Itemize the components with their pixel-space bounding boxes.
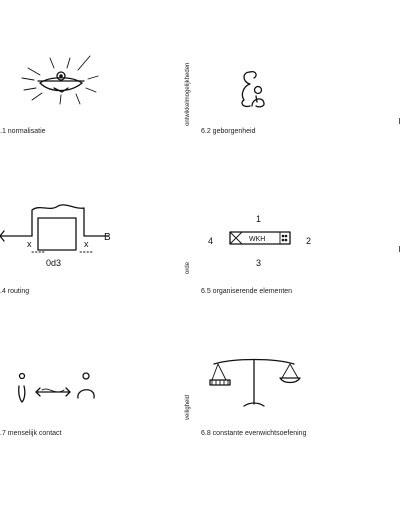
evenwichtsoefening-sketch xyxy=(204,352,304,412)
org-bottom: 3 xyxy=(256,258,262,268)
side-label-ontwikkelmogelijkheden: ontwikkelmogelijkheden xyxy=(185,62,191,126)
routing-sketch xyxy=(0,196,120,268)
org-right: 2 xyxy=(306,236,312,246)
routing-end: B xyxy=(104,232,111,243)
org-top: 1 xyxy=(256,214,262,224)
geborgenheid-sketch xyxy=(230,66,280,116)
org-left: 4 xyxy=(208,236,214,246)
routing-below: 0d3 xyxy=(46,258,62,268)
caption-menselijk-contact: .7 menselijk contact xyxy=(0,430,62,437)
caption-organiserende-elementen: 6.5 organiserende elementen xyxy=(201,288,293,295)
caption-normalisatie: .1 normalisatie xyxy=(0,128,46,135)
caption-geborgenheid: 6.2 geborgenheid xyxy=(201,128,256,135)
side-label-veiligheid: veiligheid xyxy=(185,394,191,420)
side-label-orde: orde xyxy=(185,261,191,274)
org-inner: WKH xyxy=(249,236,266,243)
routing-x-left: x xyxy=(27,239,32,249)
caption-constante-evenwichtsoefening: 6.8 constante evenwichtsoefening xyxy=(201,430,307,437)
organiserende-elementen-sketch xyxy=(200,212,320,272)
routing-x-right: x xyxy=(84,239,89,249)
normalisatie-sketch xyxy=(10,48,110,108)
caption-routing: .4 routing xyxy=(0,288,30,295)
menselijk-contact-sketch xyxy=(10,368,100,408)
